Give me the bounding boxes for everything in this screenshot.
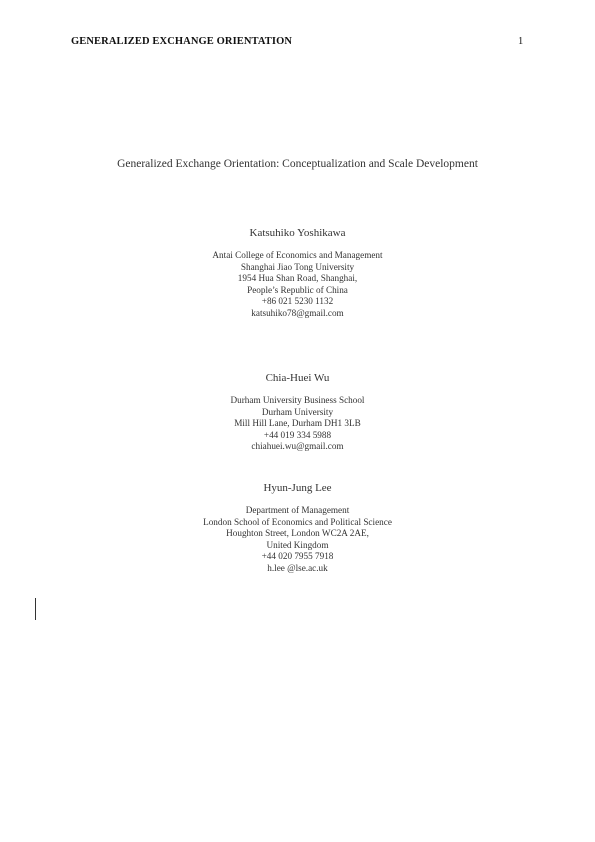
running-head: GENERALIZED EXCHANGE ORIENTATION [71, 36, 293, 47]
email-line: h.lee @lse.ac.uk [267, 562, 328, 573]
affiliation-line: London School of Economics and Political Science [203, 516, 392, 527]
page-number: 1 [518, 36, 524, 47]
phone-line: +86 021 5230 1132 [261, 296, 334, 307]
author-name: Chia-Huei Wu [265, 372, 330, 384]
affiliation-line: Houghton Street, London WC2A 2AE, [226, 528, 369, 539]
affiliation-line: Mill Hill Lane, Durham DH1 3LB [234, 418, 361, 429]
affiliation-line: Durham University [261, 406, 334, 417]
affiliation-line: Durham University Business School [230, 395, 365, 405]
email-line: katsuhiko78@gmail.com [251, 307, 344, 318]
author-affiliation [0, 505, 595, 575]
author-affiliation [0, 395, 595, 453]
affiliation-line: Department of Management [245, 505, 350, 515]
affiliation-line: 1954 Hua Shan Road, Shanghai, [237, 273, 358, 284]
affiliation-line: Antai College of Economics and Management [212, 250, 383, 260]
text-cursor [35, 598, 36, 620]
author-block-lee [0, 481, 595, 575]
author-name: Katsuhiko Yoshikawa [249, 227, 346, 239]
author-name: Hyun-Jung Lee [263, 482, 332, 494]
affiliation-line: United Kingdom [266, 539, 329, 550]
affiliation-line: People’s Republic of China [247, 284, 348, 295]
paper-title: Generalized Exchange Orientation: Conceptualization and Scale Development [117, 158, 478, 170]
author-affiliation [0, 250, 595, 320]
author-block-wu [0, 371, 595, 453]
author-block-yoshikawa [0, 226, 595, 320]
affiliation-line: Shanghai Jiao Tong University [240, 261, 355, 272]
phone-line: +44 019 334 5988 [263, 429, 332, 440]
phone-line: +44 020 7955 7918 [261, 551, 334, 562]
email-line: chiahuei.wu@gmail.com [251, 441, 344, 452]
